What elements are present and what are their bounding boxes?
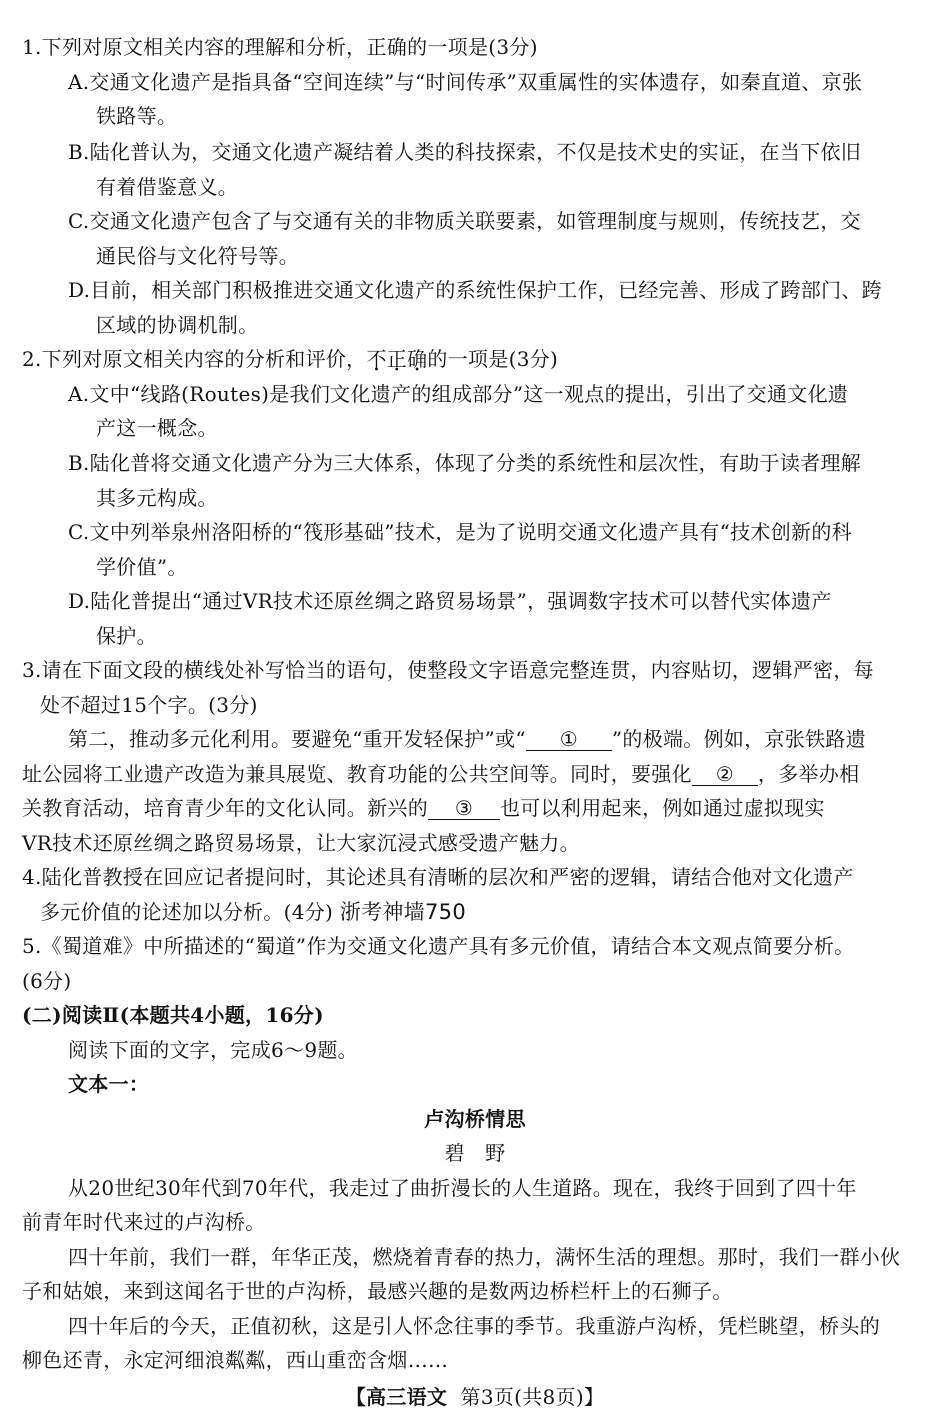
- q3-passage-line: VR技术还原丝绸之路贸易场景，让大家沉浸式感受遗产魅力。: [22, 831, 580, 855]
- fill-blank-2: ②: [692, 763, 758, 786]
- q3-text: 址公园将工业遗产改造为兼具展览、教育功能的公共空间等。同时，要强化: [22, 762, 692, 786]
- article-author: 碧 野: [444, 1141, 506, 1165]
- q4-stem-cont: [40, 899, 466, 925]
- q2-option-a: A.文中“线路(Routes)是我们文化遗产的组成部分”这一观点的提出，引出了交通文化遗: [68, 382, 849, 406]
- section-instruction: 阅读下面的文字，完成6～9题。: [68, 1038, 358, 1062]
- fill-blank-3: ③: [428, 797, 500, 820]
- q3-text: 也可以利用起来，例如通过虚拟现实: [500, 796, 825, 820]
- q2-emphasis-char: 确: [407, 347, 428, 371]
- q4-stem: 4.陆化普教授在回应记者提问时，其论述具有清晰的层次和严密的逻辑，请结合他对文化遗产: [22, 865, 854, 889]
- section-heading: (二)阅读Ⅱ(本题共4小题，16分): [22, 1003, 324, 1027]
- q2-emphasis-char: 不: [366, 347, 387, 371]
- text-label: 文本一：: [68, 1072, 150, 1096]
- article-title: 卢沟桥情思: [424, 1107, 526, 1131]
- q3-passage-line: [68, 726, 866, 752]
- q1-option-d-cont: 区域的协调机制。: [96, 313, 259, 337]
- q1-option-a: A.交通文化遗产是指具备“空间连续”与“时间传承”双重属性的实体遗存，如秦直道、京张: [68, 70, 863, 94]
- q2-option-d-cont: 保护。: [96, 624, 157, 648]
- q1-option-d: D.目前，相关部门积极推进交通文化遗产的系统性保护工作，已经完善、形成了跨部门、跨: [68, 278, 882, 302]
- q5-stem-cont: (6分): [22, 969, 72, 993]
- article-paragraph: 四十年前，我们一群，年华正茂，燃烧着青春的热力，满怀生活的理想。那时，我们一群小伙: [68, 1245, 901, 1269]
- q3-passage-line: [22, 761, 859, 787]
- handwritten-note: 浙考神墙750: [339, 900, 466, 924]
- q1-option-b-cont: 有着借鉴意义。: [96, 175, 239, 199]
- article-paragraph: 从20世纪30年代到70年代，我走过了曲折漫长的人生道路。现在，我终于回到了四十年: [68, 1176, 857, 1200]
- q5-stem: 5.《蜀道难》中所描述的“蜀道”作为交通文化遗产具有多元价值，请结合本文观点简要分析。: [22, 934, 855, 958]
- q3-text: ”的极端。例如，京张铁路遗: [611, 727, 866, 751]
- q2-option-a-cont: 产这一概念。: [96, 416, 218, 440]
- article-paragraph-cont: 前青年时代来过的卢沟桥。: [22, 1210, 266, 1234]
- footer-page-number: 第3页(共8页)】: [460, 1385, 605, 1409]
- q3-passage-line: [22, 795, 825, 821]
- q4-text: 多元价值的论述加以分析。(4分): [40, 900, 334, 924]
- q2-option-d: D.陆化普提出“通过VR技术还原丝绸之路贸易场景”，强调数字技术可以替代实体遗产: [68, 589, 832, 613]
- q2-emphasis-char: 正: [386, 347, 408, 371]
- q1-option-a-cont: 铁路等。: [96, 104, 178, 128]
- q2-stem: [22, 346, 558, 372]
- q2-stem-post: 的一项是(3分): [427, 347, 559, 371]
- page-footer: [0, 1384, 950, 1410]
- q2-option-c-cont: 学价值”。: [96, 555, 188, 579]
- q2-option-b: B.陆化普将交通文化遗产分为三大体系，体现了分类的系统性和层次性，有助于读者理解: [68, 451, 862, 475]
- q1-option-b: B.陆化普认为，交通文化遗产凝结着人类的科技探索，不仅是技术史的实证，在当下依旧: [68, 140, 862, 164]
- fill-blank-1: ①: [526, 728, 612, 751]
- q2-stem-pre: 2.下列对原文相关内容的分析和评价，: [22, 347, 367, 371]
- q2-option-b-cont: 其多元构成。: [96, 486, 218, 510]
- q3-text: ，多举办相: [757, 762, 860, 786]
- q3-text: 关教育活动，培育青少年的文化认同。新兴的: [22, 796, 428, 820]
- q3-stem: 3.请在下面文段的横线处补写恰当的语句，使整段文字语意完整连贯，内容贴切，逻辑严密，每: [22, 658, 874, 682]
- q1-stem: 1.下列对原文相关内容的理解和分析，正确的一项是(3分): [22, 35, 538, 59]
- article-paragraph: 四十年后的今天，正值初秋，这是引人怀念往事的季节。我重游卢沟桥，凭栏眺望，桥头的: [68, 1314, 880, 1338]
- article-paragraph-cont: 子和姑娘，来到这闻名于世的卢沟桥，最感兴趣的是数两边桥栏杆上的石狮子。: [22, 1279, 733, 1303]
- q1-option-c: C.交通文化遗产包含了与交通有关的非物质关联要素，如管理制度与规则，传统技艺，交: [68, 209, 861, 233]
- q1-option-c-cont: 通民俗与文化符号等。: [96, 244, 299, 268]
- footer-subject: 【高三语文: [345, 1385, 448, 1409]
- article-paragraph-cont: 柳色还青，永定河细浪粼粼，西山重峦含烟……: [22, 1348, 449, 1372]
- q2-option-c: C.文中列举泉州洛阳桥的“筏形基础”技术，是为了说明交通文化遗产具有“技术创新的科: [68, 520, 852, 544]
- q3-stem-cont: 处不超过15个字。(3分): [40, 693, 258, 717]
- q3-text: 第二，推动多元化利用。要避免“重开发轻保护”或“: [68, 727, 526, 751]
